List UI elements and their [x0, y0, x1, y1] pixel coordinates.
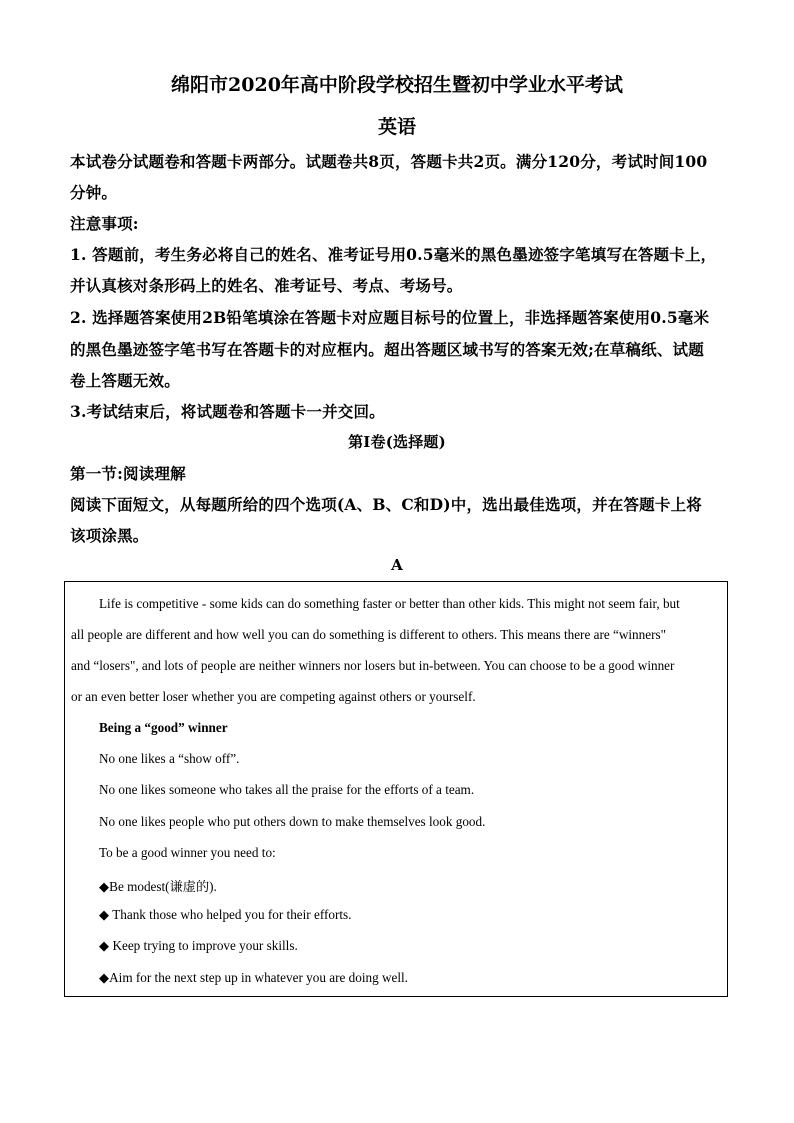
note-2-cont: 的黑色墨迹签字笔书写在答题卡的对应框内。超出答题区域书写的答案无效;在草稿纸、试题	[70, 340, 704, 359]
note-3: 3.考试结束后，将试题卷和答题卡一并交回。	[70, 402, 385, 421]
exam-title: 绵阳市2020年高中阶段学校招生暨初中学业水平考试	[171, 74, 623, 96]
note-1: 1. 答题前，考生务必将自己的姓名、准考证号用0.5毫米的黑色墨迹签字笔填写在答题卡上，	[70, 245, 717, 264]
passage-line: or an even better loser whether you are competing against others or yourself.	[71, 689, 476, 704]
instruction: 阅读下面短文，从每题所给的四个选项(A、B、C和D)中，选出最佳选项，并在答题卡上将	[70, 495, 702, 514]
passage-sentence: No one likes people who put others down to make themselves look good.	[99, 814, 486, 829]
bullet-item: ◆Aim for the next step up in whatever you are doing well.	[99, 970, 408, 985]
note-2-cont: 卷上答题无效。	[70, 371, 180, 390]
passage-sentence: To be a good winner you need to:	[99, 845, 276, 860]
passage-sentence: No one likes a “show off”.	[99, 751, 240, 766]
notes-title: 注意事项:	[70, 214, 139, 233]
note-2: 2. 选择题答案使用2B铅笔填涂在答题卡对应题目标号的位置上，非选择题答案使用0.5毫米	[70, 308, 710, 327]
passage-sentence: No one likes someone who takes all the praise for the efforts of a team.	[99, 782, 475, 797]
passage-label: A	[391, 556, 403, 574]
passage-line: and “losers", and lots of people are neither winners nor losers but in-between. You can choose to be a good winner	[71, 658, 675, 673]
subsection-title: 第一节:阅读理解	[70, 464, 186, 483]
bullet-item: ◆ Keep trying to improve your skills.	[99, 938, 298, 953]
section-heading: Being a “good” winner	[99, 720, 228, 735]
intro-line: 分钟。	[70, 183, 118, 202]
passage-line: all people are different and how well you can do something is different to others. This means there are “winners"	[71, 627, 666, 642]
subject-title: 英语	[377, 116, 416, 138]
part-title: 第I卷(选择题)	[348, 433, 446, 451]
bullet-item: ◆Be modest(谦虚的).	[99, 879, 217, 894]
note-1-cont: 并认真核对条形码上的姓名、准考证号、考点、考场号。	[70, 276, 463, 295]
passage-line: Life is competitive - some kids can do something faster or better than other kids. This might not seem fair, but	[99, 596, 680, 611]
bullet-item: ◆ Thank those who helped you for their efforts.	[99, 907, 352, 922]
passage-box	[64, 581, 728, 997]
instruction-cont: 该项涂黑。	[70, 526, 149, 545]
intro-line: 本试卷分试题卷和答题卡两部分。试题卷共8页，答题卡共2页。满分120分，考试时间100	[70, 152, 708, 171]
